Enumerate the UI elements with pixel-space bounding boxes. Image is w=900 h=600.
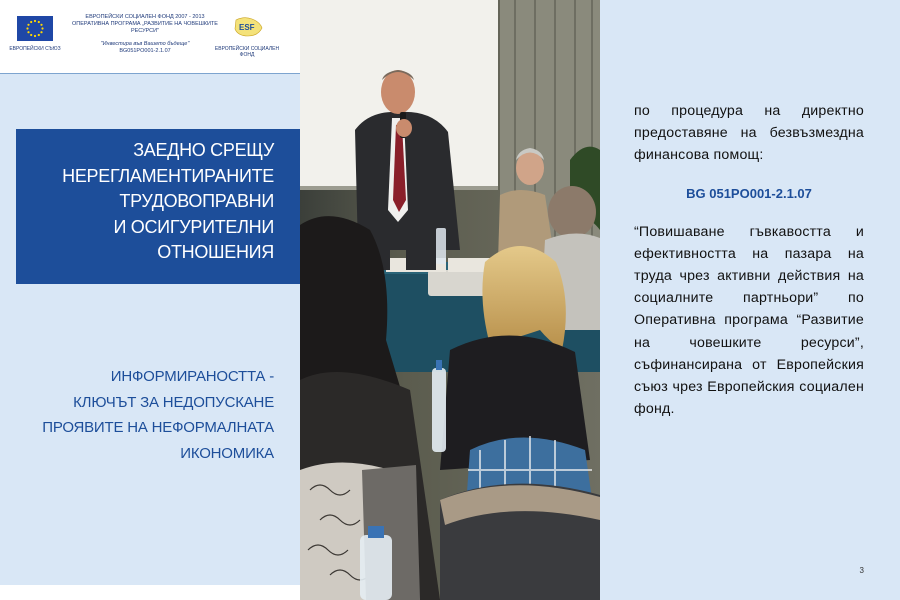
program-code: BG051PO001-2.1.07 [119,48,171,54]
subtitle-line: ИНФОРМИРАНОСТТА - [110,368,274,385]
bottom-strip [0,585,300,600]
procedure-code: BG 051PO001-2.1.07 [686,185,812,201]
esf-logo-icon [232,16,264,38]
conference-speaker-photo [300,0,600,600]
subtitle-line: ПРОЯВИТЕ НА НЕФОРМАЛНАТА [42,419,274,436]
fund-info [60,14,230,55]
esf-logo-text: ESF [239,23,255,32]
title-line: ТРУДОВОПРАВНИ [119,191,274,212]
title-line: ОТНОШЕНИЯ [157,242,274,263]
eu-caption: ЕВРОПЕЙСКИ СЪЮЗ [9,46,61,52]
esf-caption: ЕВРОПЕЙСКИ СОЦИАЛЕН ФОНД [214,46,280,58]
header-logos [0,0,300,74]
left-page [0,0,300,600]
eu-flag-icon [17,16,53,41]
subtitle-line: ИКОНОМИКА [180,444,274,462]
subtitle [16,364,274,466]
subtitle-line: КЛЮЧЪТ ЗА НЕДОПУСКАНЕ [73,393,274,411]
title-line: ЗАЕДНО СРЕЩУ [133,140,274,160]
page-number: 3 [859,566,864,575]
description-paragraph: “Повишаване гъвкавостта и ефективността на пазара на труда чрез активни действия на социалните партньори” по Оперативна програма “Развитие на човешките ресурси”, съфинансирана от Европейския съюз чрез Европейския социален фонд. [634,223,864,418]
fund-line-1: ЕВРОПЕЙСКИ СОЦИАЛЕН ФОНД 2007 - 2013 [85,14,205,20]
fund-line-2: ОПЕРАТИВНА ПРОГРАМА „РАЗВИТИЕ НА ЧОВЕШКИТЕ РЕСУРСИ" [72,21,218,34]
right-page [600,0,900,600]
title-box [16,129,300,284]
header-divider [0,73,300,74]
intro-paragraph: по процедура на директно предоставяне на безвъзмездна финансова помощ: [634,103,864,164]
title-line: И ОСИГУРИТЕЛНИ [113,216,274,237]
body-text [634,100,864,420]
slogan: "Инвестира във Вашето бъдеще" [100,41,190,47]
title-line: НЕРЕГЛАМЕНТИРАНИТЕ [62,165,274,186]
